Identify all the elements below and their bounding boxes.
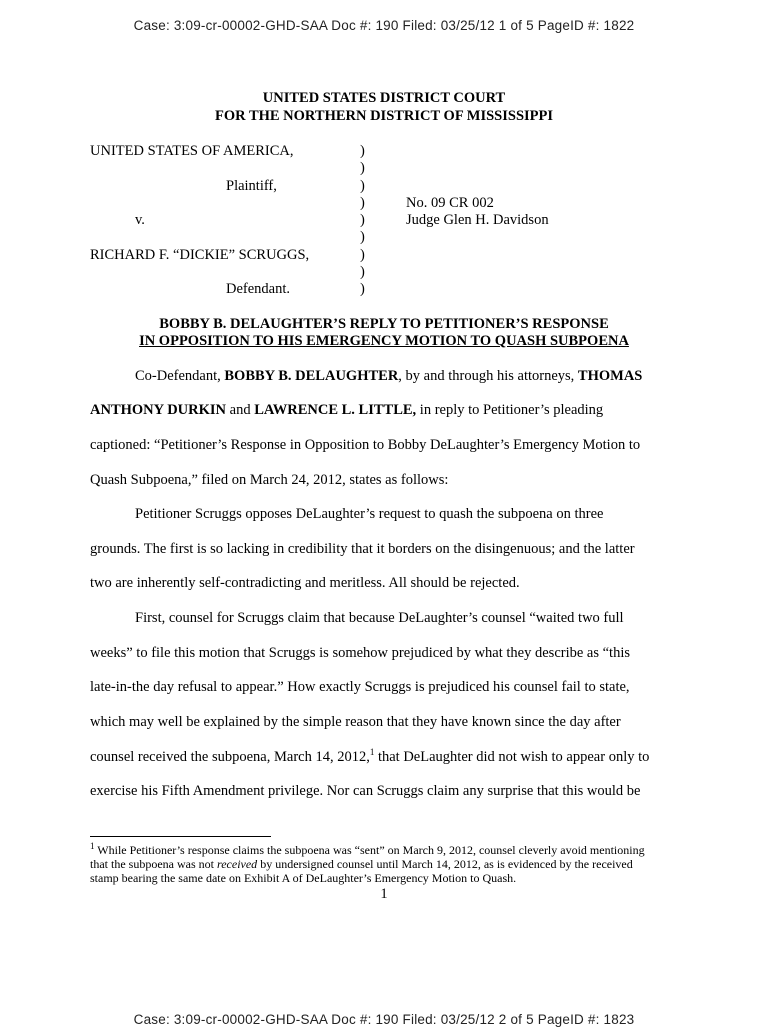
footnote-line: $^1$ While Petitioner’s response claims the subpoena was “sent” on March 9, 2012, counsel cleverly avoid mentioning: [90, 841, 645, 857]
plaintiff-name: UNITED STATES OF AMERICA,: [90, 143, 294, 159]
footnote-divider: [90, 836, 271, 837]
next-page-header: Case: 3:09-cr-00002-GHD-SAA Doc #: 190 Filed: 03/25/12 2 of 5 PageID #: 1823: [133, 1012, 635, 1027]
caption-paren: ): [360, 195, 365, 211]
document-title-line1: BOBBY B. DELAUGHTER’S REPLY TO PETITIONER’S RESPONSE: [159, 316, 609, 332]
versus: v.: [135, 212, 145, 228]
court-district: FOR THE NORTHERN DISTRICT OF MISSISSIPPI: [214, 108, 554, 124]
footnote-ref[interactable]: 1: [369, 747, 375, 758]
caption-paren: ): [360, 264, 365, 280]
body-line: captioned: “Petitioner’s Response in Opposition to Bobby DeLaughter’s Emergency Motion to: [90, 437, 641, 453]
defendant-name: RICHARD F. “DICKIE” SCRUGGS,: [90, 247, 310, 263]
judge-name: Judge Glen H. Davidson: [406, 212, 549, 228]
caption-paren: ): [360, 212, 365, 228]
body-line: late-in-the day refusal to appear.” How exactly Scruggs is prejudiced his counsel fail to state,: [90, 679, 630, 695]
body-line: exercise his Fifth Amendment privilege. Nor can Scruggs claim any surprise that this would be: [90, 783, 641, 799]
body-line: ANTHONY DURKIN and LAWRENCE L. LITTLE, in reply to Petitioner’s pleading: [90, 402, 604, 418]
body-line: which may well be explained by the simple reason that they have known since the day after: [90, 714, 621, 730]
body-line: Quash Subpoena,” filed on March 24, 2012, states as follows:: [90, 472, 449, 488]
plaintiff-role: Plaintiff,: [226, 178, 277, 194]
body-line: Petitioner Scruggs opposes DeLaughter’s request to quash the subpoena on three: [135, 506, 604, 522]
caption-paren: ): [360, 143, 365, 159]
case-number: No. 09 CR 002: [406, 195, 494, 211]
body-line: Co-Defendant, BOBBY B. DELAUGHTER, by and through his attorneys, THOMAS: [135, 368, 643, 384]
defendant-role: Defendant.: [226, 281, 291, 297]
caption-paren: ): [360, 160, 365, 176]
court-name: UNITED STATES DISTRICT COURT: [262, 90, 506, 106]
caption-paren: ): [360, 178, 365, 194]
page-number: 1: [380, 886, 388, 902]
body-line: weeks” to file this motion that Scruggs is somehow prejudiced by what they describe as “this: [90, 645, 631, 661]
caption-paren: ): [360, 281, 365, 297]
body-line: grounds. The first is so lacking in credibility that it borders on the disingenuous; and the latter: [90, 541, 635, 557]
body-line: counsel received the subpoena, March 14, 2012,$^1$ that DeLaughter did not wish to appear only to: [90, 747, 650, 765]
case-header: Case: 3:09-cr-00002-GHD-SAA Doc #: 190 Filed: 03/25/12 1 of 5 PageID #: 1822: [133, 18, 635, 33]
document-title-underlined: IN OPPOSITION TO HIS EMERGENCY MOTION TO QUASH SUBPOENA: [139, 333, 629, 349]
footnote-line: that the subpoena was not received by undersigned counsel until March 14, 2012, as is evidenced by the received: [90, 857, 633, 871]
body-line: two are inherently self-contradicting and meritless. All should be rejected.: [90, 575, 520, 591]
body-line: First, counsel for Scruggs claim that because DeLaughter’s counsel “waited two full: [135, 610, 624, 626]
document-title-line2: [0, 333, 768, 350]
caption-paren: ): [360, 229, 365, 245]
caption-paren: ): [360, 247, 365, 263]
footnote-line: stamp bearing the same date on Exhibit A of DeLaughter’s Emergency Motion to Quash.: [90, 871, 517, 885]
